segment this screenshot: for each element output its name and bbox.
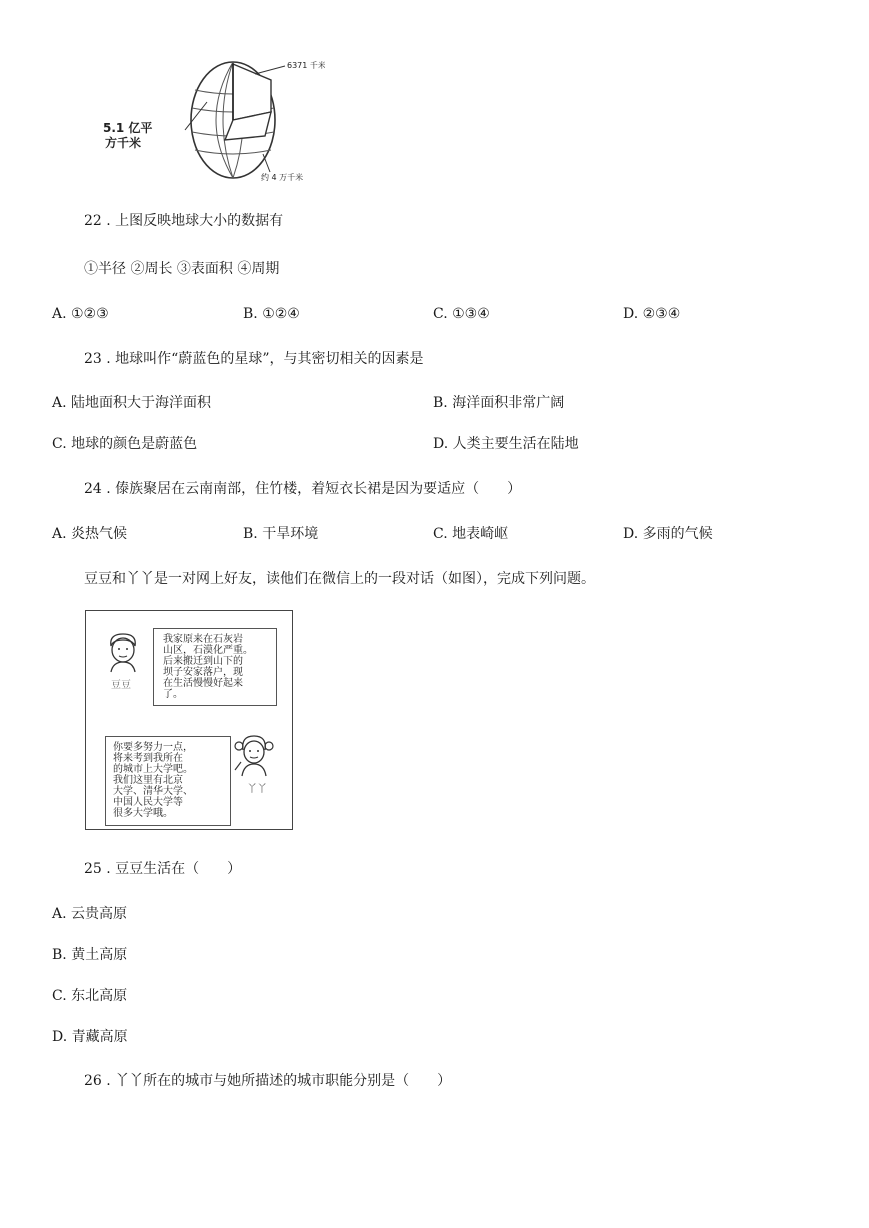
q22-option-a[interactable]: A. ①②③ <box>52 306 109 322</box>
q24-option-d[interactable]: D. 多雨的气候 <box>623 526 713 542</box>
q25-option-b[interactable]: B. 黄土高原 <box>52 947 128 963</box>
question-26-stem: 26 . 丫丫所在的城市与她所描述的城市职能分别是（ ） <box>84 1073 452 1089</box>
q22-option-d[interactable]: D. ②③④ <box>623 306 681 322</box>
doudou-name: 豆豆 <box>111 680 131 691</box>
reading-intro: 豆豆和丫丫是一对网上好友，读他们在微信上的一段对话（如图），完成下列问题。 <box>84 571 595 587</box>
q25-option-c[interactable]: C. 东北高原 <box>52 988 128 1004</box>
q24-option-c[interactable]: C. 地表崎岖 <box>433 526 509 542</box>
q22-option-b[interactable]: B. ①②④ <box>243 306 300 322</box>
q24-option-a[interactable]: A. 炎热气候 <box>52 526 128 542</box>
question-22-items: ①半径 ②周长 ③表面积 ④周期 <box>84 261 280 277</box>
question-23-stem: 23 . 地球叫作“蔚蓝色的星球”，与其密切相关的因素是 <box>84 351 424 367</box>
q23-option-b[interactable]: B. 海洋面积非常广阔 <box>433 395 565 411</box>
q23-option-d[interactable]: D. 人类主要生活在陆地 <box>433 436 579 452</box>
doudou-message-bubble <box>153 628 277 706</box>
q24-option-b[interactable]: B. 干旱环境 <box>243 526 319 542</box>
yaya-message: 你要多努力一点， 将来考到我所在 的城市上大学吧。 我们这里有北京 大学、清华大学、 中国人民大学等 很多大学哦。 <box>113 742 193 819</box>
doudou-avatar-icon <box>103 630 143 674</box>
doudou-message: 我家原来在石灰岩 山区，石漠化严重。 后来搬迁到山下的 坝子安家落户，现 在生活慢慢好起来 了。 <box>163 634 253 700</box>
q23-option-a[interactable]: A. 陆地面积大于海洋面积 <box>52 395 212 411</box>
yaya-message-bubble <box>105 736 231 826</box>
area-label-line1: 5.1 亿平 <box>103 121 153 135</box>
yaya-name: 丫丫 <box>247 784 267 795</box>
area-label-line2: 方千米 <box>105 136 142 150</box>
yaya-avatar-icon <box>231 732 277 780</box>
question-25-stem: 25 . 豆豆生活在（ ） <box>84 861 242 877</box>
circumference-label: 约 4 万千米 <box>261 173 304 182</box>
q22-option-c[interactable]: C. ①③④ <box>433 306 490 322</box>
chat-figure <box>85 610 295 832</box>
radius-label: 6371 千米 <box>287 61 325 70</box>
q25-option-a[interactable]: A. 云贵高原 <box>52 906 128 922</box>
q23-option-c[interactable]: C. 地球的颜色是蔚蓝色 <box>52 436 198 452</box>
globe-illustration <box>95 50 325 190</box>
question-22-stem: 22 . 上图反映地球大小的数据有 <box>84 213 284 229</box>
globe-figure <box>95 50 325 190</box>
q25-option-d[interactable]: D. 青藏高原 <box>52 1029 128 1045</box>
question-24-stem: 24 . 傣族聚居在云南南部，住竹楼，着短衣长裙是因为要适应（ ） <box>84 481 522 497</box>
